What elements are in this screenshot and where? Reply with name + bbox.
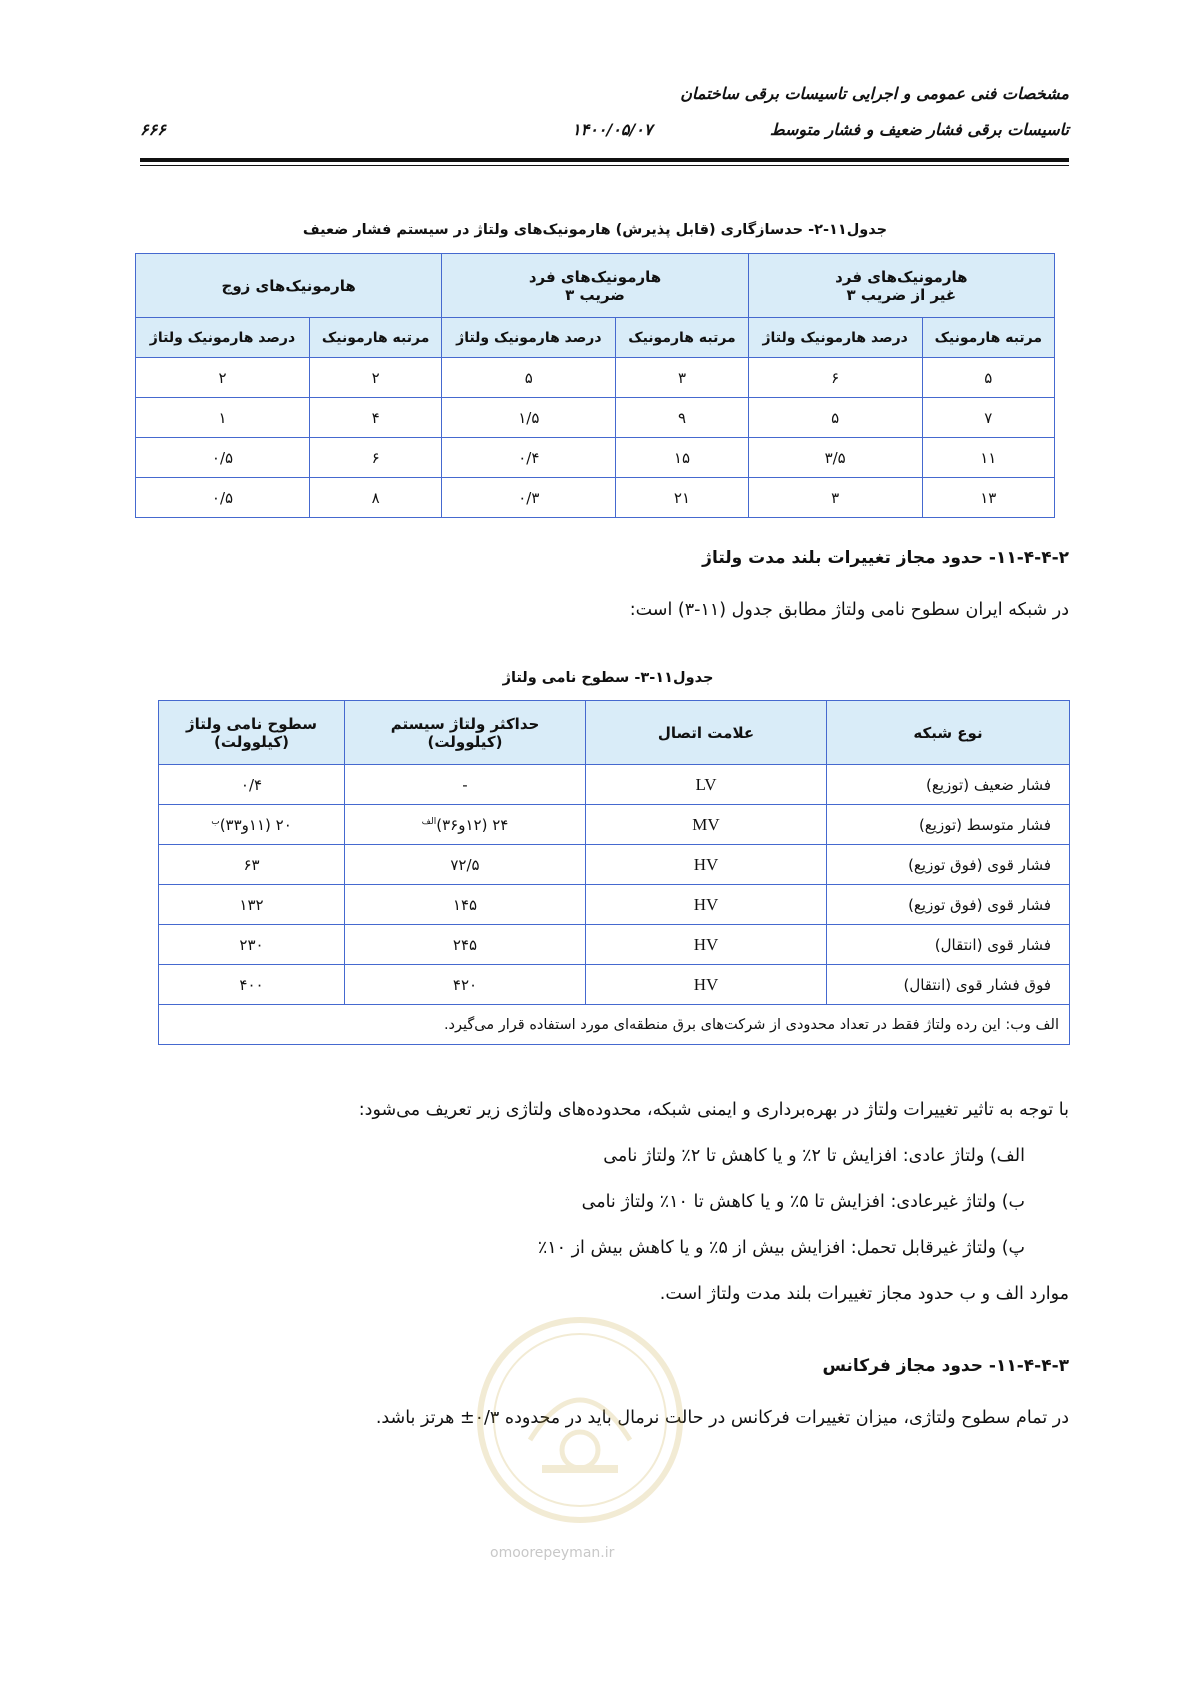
table1-caption: جدول۱۱-۲- حدسازگاری (قابل پذیرش) هارمونیک‌های ولتاژ در سیستم فشار ضعیف: [302, 222, 888, 238]
table-cell: ۲۳۰: [159, 925, 345, 965]
table-footnote: الف وب: این رده ولتاژ فقط در تعداد محدودی از شرکت‌های برق منطقه‌ای مورد استفاده قرار می‌گیرد.: [159, 1005, 1070, 1045]
document-title: مشخصات فنی عمومی و اجرایی تاسیسات برقی ساختمان: [680, 84, 1069, 103]
table-cell: فشار قوی (فوق توزیع): [827, 885, 1070, 925]
table-cell: ۳/۵: [748, 438, 922, 478]
table-cell: ۰/۴: [159, 765, 345, 805]
header-date: ۱۴۰۰/۰۵/۰۷: [572, 120, 653, 139]
subheader-order: مرتبه هارمونیک: [616, 318, 748, 358]
table-cell: ۰/۴: [442, 438, 616, 478]
table-cell: ۵: [922, 358, 1054, 398]
group-header-line: غیر از ضریب ۳: [846, 285, 957, 304]
header-rule-thick: [140, 158, 1069, 162]
header-line: علامت اتصال: [657, 723, 755, 742]
watermark-logo: [470, 1300, 690, 1540]
footnote-marker: الف: [421, 816, 437, 827]
table-row: [159, 965, 1070, 1005]
section-heading: ۱۱-۴-۴-۳- حدود مجاز فرکانس: [822, 1356, 1069, 1376]
paragraph: موارد الف و ب حدود مجاز تغییرات بلند مدت ولتاژ است.: [659, 1284, 1069, 1304]
table-cell: ۱۳۲: [159, 885, 345, 925]
header-nominal-voltage: [159, 701, 345, 765]
table-row: [136, 478, 1055, 518]
subheader-percent: درصد هارمونیک ولتاژ: [136, 318, 310, 358]
header-connection-sign: [586, 701, 827, 765]
watermark-url: omoorepeyman.ir: [490, 1545, 615, 1561]
section-heading: ۱۱-۴-۴-۲- حدود مجاز تغییرات بلند مدت ولتاژ: [702, 548, 1069, 568]
table-footnote-row: [159, 1005, 1070, 1045]
table-cell: ۱۳: [922, 478, 1054, 518]
table-cell: ۰/۳: [442, 478, 616, 518]
document-subtitle: تاسیسات برقی فشار ضعیف و فشار متوسط: [769, 120, 1069, 139]
header-row: [140, 120, 1069, 146]
table-cell: ۰/۵: [136, 478, 310, 518]
header-max-voltage: [345, 701, 586, 765]
list-item: ب) ولتاژ غیرعادی: افزایش تا ۵٪ و یا کاهش تا ۱۰٪ ولتاژ نامی: [581, 1192, 1025, 1212]
group-header-odd-non3: [748, 254, 1054, 318]
group-header-line: هارمونیک‌های فرد: [528, 267, 662, 286]
table-cell: ۰/۵: [136, 438, 310, 478]
table-cell: ۶۳: [159, 845, 345, 885]
table-row: [159, 765, 1070, 805]
harmonics-table: [135, 253, 1055, 518]
table-cell: [345, 805, 586, 845]
footnote-marker: ب: [211, 816, 220, 827]
table-cell: ۶: [748, 358, 922, 398]
table-row: [136, 398, 1055, 438]
table-row: [159, 885, 1070, 925]
table-cell: ۲۱: [616, 478, 748, 518]
group-header-line: هارمونیک‌های فرد: [835, 267, 968, 286]
table-cell: فشار متوسط (توزیع): [827, 805, 1070, 845]
subheader-percent: درصد هارمونیک ولتاژ: [442, 318, 616, 358]
table-cell: -: [345, 765, 586, 805]
table-cell: ۶: [309, 438, 441, 478]
voltage-levels-table: [158, 700, 1070, 1045]
header-line: نوع شبکه: [913, 723, 983, 742]
table-cell: HV: [586, 845, 827, 885]
table-cell: MV: [586, 805, 827, 845]
table-row: [159, 845, 1070, 885]
group-header-line: هارمونیک‌های زوج: [221, 276, 356, 295]
table-cell: ۴: [309, 398, 441, 438]
paragraph: در شبکه ایران سطوح نامی ولتاژ مطابق جدول (۱۱-۳) است:: [629, 600, 1069, 620]
table-cell: ۸: [309, 478, 441, 518]
header-line: (کیلوولت): [214, 732, 289, 751]
subheader-order: مرتبه هارمونیک: [922, 318, 1054, 358]
table-cell: ۴۰۰: [159, 965, 345, 1005]
subheader-percent: درصد هارمونیک ولتاژ: [748, 318, 922, 358]
table-cell: ۲۴۵: [345, 925, 586, 965]
table-cell: LV: [586, 765, 827, 805]
table-row: [136, 438, 1055, 478]
cell-value: ۲۰ (۱۱و۳۳): [219, 815, 292, 834]
table-cell: ۲: [136, 358, 310, 398]
table-row: [159, 805, 1070, 845]
table-cell: ۱۴۵: [345, 885, 586, 925]
table-cell: ۱: [136, 398, 310, 438]
table-cell: ۷۲/۵: [345, 845, 586, 885]
table-cell: ۴۲۰: [345, 965, 586, 1005]
table-cell: فشار قوی (انتقال): [827, 925, 1070, 965]
table-cell: ۱/۵: [442, 398, 616, 438]
header-line: حداکثر ولتاژ سیستم: [390, 714, 540, 733]
table-cell: فشار قوی (فوق توزیع): [827, 845, 1070, 885]
table-cell: ۹: [616, 398, 748, 438]
table-cell: ۳: [616, 358, 748, 398]
table-cell: HV: [586, 965, 827, 1005]
table-cell: فوق فشار قوی (انتقال): [827, 965, 1070, 1005]
header-line: (کیلوولت): [427, 732, 503, 751]
table-row: [136, 358, 1055, 398]
table-cell: ۳: [748, 478, 922, 518]
table-cell: فشار ضعیف (توزیع): [827, 765, 1070, 805]
list-item: الف) ولتاژ عادی: افزایش تا ۲٪ و یا کاهش تا ۲٪ ولتاژ نامی: [603, 1146, 1025, 1166]
table-cell: [159, 805, 345, 845]
cell-value: ۲۴ (۱۲و۳۶): [436, 815, 509, 834]
table2-caption: جدول۱۱-۳- سطوح نامی ولتاژ: [502, 670, 714, 686]
subheader-order: مرتبه هارمونیک: [309, 318, 441, 358]
page-number: ۶۶۶: [140, 120, 166, 139]
paragraph: با توجه به تاثیر تغییرات ولتاژ در بهره‌برداری و ایمنی شبکه، محدوده‌های ولتاژی زیر تعریف می‌شود:: [358, 1100, 1069, 1120]
group-header-line: ضریب ۳: [565, 285, 625, 304]
table-cell: ۲: [309, 358, 441, 398]
list-item: پ) ولتاژ غیرقابل تحمل: افزایش بیش از ۵٪ و یا کاهش بیش از ۱۰٪: [537, 1238, 1025, 1258]
table-cell: ۱۵: [616, 438, 748, 478]
group-header-even: [136, 254, 442, 318]
header-network-type: [827, 701, 1070, 765]
table-cell: ۱۱: [922, 438, 1054, 478]
table-cell: ۷: [922, 398, 1054, 438]
group-header-odd-3: [442, 254, 748, 318]
table-row: [159, 925, 1070, 965]
table-cell: ۵: [748, 398, 922, 438]
table-cell: ۵: [442, 358, 616, 398]
header-rule-thin: [140, 165, 1069, 166]
table-cell: HV: [586, 925, 827, 965]
table-cell: HV: [586, 885, 827, 925]
paragraph: در تمام سطوح ولتاژی، میزان تغییرات فرکانس در حالت نرمال باید در محدوده ۰/۳± هرتز باشد.: [375, 1408, 1069, 1428]
header-line: سطوح نامی ولتاژ: [185, 714, 318, 733]
